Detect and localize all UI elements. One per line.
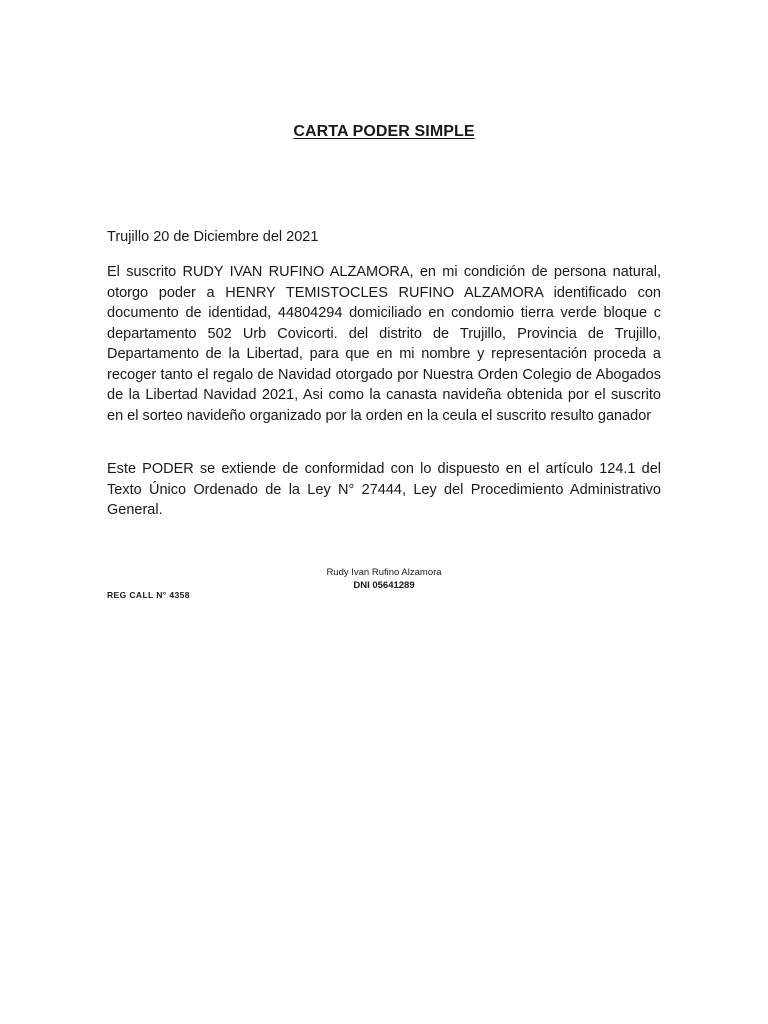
signature-name: Rudy Ivan Rufino Alzamora (326, 567, 442, 578)
signature-block (0, 566, 768, 592)
body-paragraph-2: Este PODER se extiende de conformidad con lo dispuesto en el artículo 124.1 del Texto Único Ordenado de la Ley N° 27444, Ley del Procedimiento Administrativo General. (107, 461, 661, 518)
date-line: Trujillo 20 de Diciembre del 2021 (107, 229, 319, 245)
body-paragraph-1: El suscrito RUDY IVAN RUFINO ALZAMORA, en mi condición de persona natural, otorgo poder a HENRY TEMISTOCLES RUFINO ALZAMORA identificado con documento de identidad, 44804294 domiciliado en condomio tierra verde bloque c departamento 502 Urb Covicorti. del distrito de Trujillo, Provincia de Trujillo, Departamento de la Libertad, para que en mi nombre y representación proceda a recoger tanto el regalo de Navidad otorgado por Nuestra Orden Colegio de Abogados de la Libertad Navidad 2021, Asi como la canasta navideña obtenida por el suscrito en el sorteo navideño organizado por la orden en la ceula el suscrito resulto ganador (107, 264, 661, 424)
reg-call-number: REG CALL N° 4358 (107, 590, 190, 600)
signature-dni: DNI 05641289 (353, 580, 415, 591)
document-title: CARTA PODER SIMPLE (293, 123, 475, 140)
